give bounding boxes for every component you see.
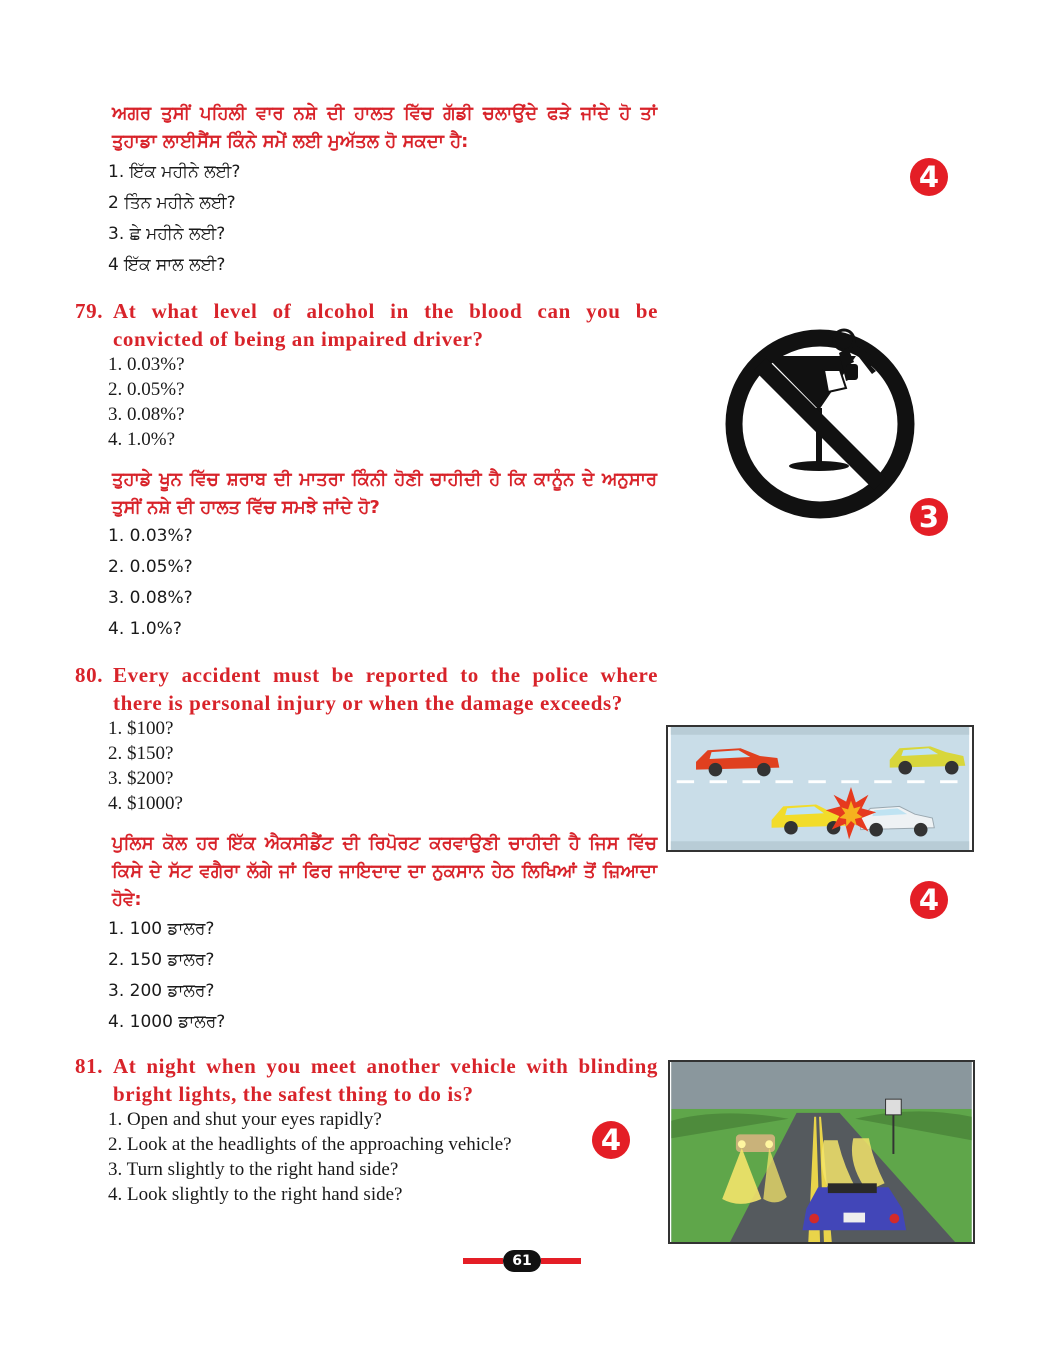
question-number: 79. [75,299,104,323]
q79-punjabi-question: ਤੁਹਾਡੇ ਖੂਨ ਵਿੱਚ ਸ਼ਰਾਬ ਦੀ ਮਾਤਰਾ ਕਿੰਨੀ ਹੋਣੀ ਚਾਹੀਦੀ ਹੈ ਕਿ ਕਾਨੂੰਨ ਦੇ ਅਨੁਸਾਰ ਤੁਸੀਂ ਨਸ਼ੇ ਦੀ ਹਾਲਤ ਵਿੱਚ ਸਮਝੇ ਜਾਂਦੇ ਹੋ? [112,469,657,518]
option: 4 ਇੱਕ ਸਾਲ ਲਈ? [108,255,226,275]
no-drinking-driving-sign-icon [722,326,918,522]
question-text: At night when you meet another vehicle with blinding bright lights, the safest thing to do is? [113,1054,658,1106]
q80-punjabi-question: ਪੁਲਿਸ ਕੋਲ ਹਰ ਇੱਕ ਐਕਸੀਡੈਂਟ ਦੀ ਰਿਪੋਰਟ ਕਰਵਾਉਣੀ ਚਾਹੀਦੀ ਹੈ ਜਿਸ ਵਿੱਚ ਕਿਸੇ ਦੇ ਸੱਟ ਵਗੈਰਾ ਲੱਗੇ ਜਾਂ ਫਿਰ ਜਾਇਦਾਦ ਦਾ ਨੁਕਸਾਨ ਹੇਠ ਲਿਖਿਆਂ ਤੋਂ ਜ਼ਿਆਦਾ ਹੋਵੇ: [112,833,657,910]
option: 3. 200 ਡਾਲਰ? [108,981,215,1001]
question-text: Every accident must be reported to the police where there is personal injury or when the damage exceeds? [113,663,658,715]
option: 1. $100? [108,718,174,739]
option: 1. 0.03%? [108,526,193,546]
option: 4. 1.0%? [108,619,182,639]
option: 2. $150? [108,743,174,764]
option: 1. 100 ਡਾਲਰ? [108,919,215,939]
q80-punjabi-options [108,914,225,1038]
q78-punjabi-question: ਅਗਰ ਤੁਸੀਂ ਪਹਿਲੀ ਵਾਰ ਨਸ਼ੇ ਦੀ ਹਾਲਤ ਵਿੱਚ ਗੱਡੀ ਚਲਾਉਂਦੇ ਫੜੇ ਜਾਂਦੇ ਹੋ ਤਾਂ ਤੁਹਾਡਾ ਲਾਈਸੈਂਸ ਕਿੰਨੇ ਸਮੇਂ ਲਈ ਮੁਅੱਤਲ ਹੋ ਸਕਦਾ ਹੈ: [112,103,657,152]
option: 4. Look slightly to the right hand side? [108,1184,403,1205]
accident-illustration-icon [666,725,974,852]
option: 3. Turn slightly to the right hand side? [108,1159,399,1180]
question-number: 80. [75,663,104,687]
option: 4. 1000 ਡਾਲਰ? [108,1012,226,1032]
q80-options [108,716,183,816]
option: 2. 0.05%? [108,379,185,400]
option: 1. ਇੱਕ ਮਹੀਨੇ ਲਈ? [108,162,241,182]
question-number: 81. [75,1054,104,1078]
answer-badge: 4 [592,1121,630,1159]
page-number: 61 [503,1250,541,1272]
answer-badge: 4 [910,158,948,196]
footer-rule-right [541,1258,581,1264]
option: 3. ਛੇ ਮਹੀਨੇ ਲਈ? [108,224,226,244]
page-footer [463,1250,581,1272]
q79-question [75,297,658,353]
footer-rule-left [463,1258,503,1264]
option: 1. Open and shut your eyes rapidly? [108,1109,382,1130]
option: 2. Look at the headlights of the approaching vehicle? [108,1134,512,1155]
option: 2. 150 ਡਾਲਰ? [108,950,215,970]
option: 3. 0.08%? [108,588,193,608]
night-driving-illustration-icon [668,1060,975,1244]
q79-punjabi-options [108,521,193,645]
q81-options [108,1107,512,1207]
question-text: At what level of alcohol in the blood can you be convicted of being an impaired driver? [113,299,658,351]
option: 3. $200? [108,768,174,789]
option: 3. 0.08%? [108,404,185,425]
q81-question [75,1052,658,1108]
q79-options [108,352,185,452]
option: 2 ਤਿੰਨ ਮਹੀਨੇ ਲਈ? [108,193,236,213]
q80-question [75,661,658,717]
option: 2. 0.05%? [108,557,193,577]
option: 4. 1.0%? [108,429,176,450]
answer-badge: 3 [910,498,948,536]
option: 1. 0.03%? [108,354,185,375]
q78-punjabi-options [108,157,240,281]
answer-badge: 4 [910,881,948,919]
option: 4. $1000? [108,793,183,814]
